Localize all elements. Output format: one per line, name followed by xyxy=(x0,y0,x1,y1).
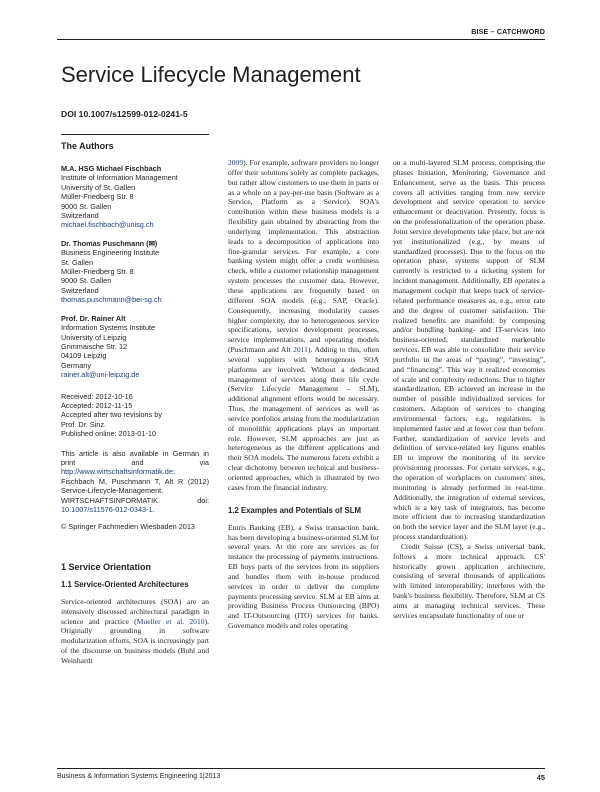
affiliation-line: Müller-Friedberg Str. 8 xyxy=(61,192,134,202)
date-line: Accepted after two revisions by xyxy=(61,410,162,420)
doi: DOI 10.1007/s12599-012-0241-5 xyxy=(61,109,188,119)
affiliation-line: Grimmaische Str. 12 xyxy=(61,341,128,351)
author-name: Dr. Thomas Puschmann (✉) xyxy=(61,238,158,248)
paragraph-text: ). Originally grounding in software modularization efforts, SOA is increasingly part of the discourse on business models (Buhl and Weinhardt xyxy=(61,616,209,665)
subsection-heading: 1.1 Service-Oriented Architectures xyxy=(61,579,189,589)
affiliation-line: Germany xyxy=(61,360,92,370)
publication-dates xyxy=(61,392,209,439)
affiliation-line: Institute of Information Management xyxy=(61,173,178,183)
date-line: Received: 2012-10-16 xyxy=(61,391,133,401)
section-tag: BISE – CATCHWORD xyxy=(471,27,545,36)
date-line: Published online: 2013-01-10 xyxy=(61,429,156,439)
body-column-3 xyxy=(393,158,545,621)
author-email-link[interactable]: thomas.puschmann@bei-sg.ch xyxy=(61,295,162,305)
copyright-note: © Springer Fachmedien Wiesbaden 2013 xyxy=(61,522,195,532)
affiliation-line: 9000 St. Gallen xyxy=(61,276,112,286)
subsection-heading: 1.2 Examples and Potentials of SLM xyxy=(228,505,362,515)
citation-link[interactable]: 2009 xyxy=(228,158,244,167)
affiliation-line: University of St. Gallen xyxy=(61,182,136,192)
german-doi-link[interactable]: 10.1007/s11576-012-0343-1 xyxy=(61,505,153,514)
authors-column xyxy=(61,134,209,666)
authors-rule xyxy=(61,134,209,135)
affiliation-line: St. Gallen xyxy=(61,257,94,267)
author-email-link[interactable]: michael.fischbach@unisg.ch xyxy=(61,220,154,230)
availability-text: : Fischbach M, Puschmann T, Alt R (2012) Service-Lifecycle-Management. WIRTSCHAFTSINFORMATIK. doi: xyxy=(61,467,209,505)
body-paragraph xyxy=(228,158,379,493)
author-entry xyxy=(61,164,209,230)
journal-name: Business & Information Systems Engineering 1|2013 xyxy=(57,773,221,780)
author-name: M.A. HSG Michael Fischbach xyxy=(61,164,162,173)
author-email-link[interactable]: rainer.alt@uni-leipzig.de xyxy=(61,370,140,380)
affiliation-line: University of Leipzig xyxy=(61,332,127,342)
page-footer xyxy=(57,768,545,783)
affiliation-line: 9000 St. Gallen xyxy=(61,201,112,211)
affiliation-line: Müller-Friedberg Str. 8 xyxy=(61,267,134,277)
availability-note xyxy=(61,449,209,515)
affiliation-line: Switzerland xyxy=(61,285,99,295)
authors-heading: The Authors xyxy=(61,141,114,151)
body-paragraph xyxy=(61,597,209,666)
article-title: Service Lifecycle Management xyxy=(61,62,361,87)
author-entry xyxy=(61,239,209,305)
date-line: Prof. Dr. Sinz. xyxy=(61,419,107,429)
body-paragraph: Credit Suisse (CS), a Swiss universal bank, follows a more technical approach. CS' historically grown application architecture, consisting of several thousands of applications with limited interoperability, interferes with the bank's business flexibility. Therefore, SLM at CS aims at managing technical services. These services encapsulate functionality of one or xyxy=(393,541,545,620)
affiliation-line: Business Engineering Institute xyxy=(61,248,160,258)
section-heading: 1 Service Orientation xyxy=(61,561,152,572)
date-line: Accepted: 2012-11-15 xyxy=(61,400,133,410)
availability-text: This article is also available in German in print and via xyxy=(61,448,209,467)
author-name: Prof. Dr. Rainer Alt xyxy=(61,313,126,323)
journal-website-link[interactable]: http://www.wirtschaftsinformatik.de xyxy=(61,467,173,477)
body-column-2 xyxy=(228,158,379,631)
page-number: 45 xyxy=(536,773,545,782)
citation-link[interactable]: Mueller et al. 2010 xyxy=(136,616,205,626)
paragraph-text: ). Adding to this, often several suppliers with heterogenous SOA platforms are involved. Without a dedicated management of services along their life cycle (Service Lifecycle Management – SLM), additional alignment efforts would be necessary. Thus, the management of services as well as service portfolios arising from the modularization of monolithic applications plays an important role. However, SLM approaches are just as heterogeneous as the different applications and their SOA models. The numerous facets exhibit a clear dichotomy between technical and business-oriented approaches, which is illustrated by two cases from the financial industry. xyxy=(228,345,379,492)
affiliation-line: Switzerland xyxy=(61,211,99,221)
citation-link[interactable]: 2011 xyxy=(293,345,308,355)
header-rule xyxy=(57,39,545,40)
affiliation-line: Information Systems Institute xyxy=(61,323,156,333)
availability-text: . xyxy=(152,505,155,514)
affiliation-line: 04109 Leipzig xyxy=(61,351,107,361)
paragraph-text: ). For example, software providers no longer offer their solutions solely as complete packages, but rather allow customers to use them in parts or as a whole on a pay-per-use basis (Software as a Service, Platform as a Service). SOA's contribution within these business models is a flexibility gain obtained by abstracting from the underlying implementation. This abstraction leads to a decomposition of applications into fine-granular services. For example, a core banking system might offer a credit worthiness check, while a customer relationship management system processes the customer data. However, these applications are frequently based on different SOA models (e.g., SAP, Oracle). Consequently, increasing modularity causes higher complexity, due to heterogeneous service specifications, service development processes, service implementations, and operating models (Puschmann and Alt xyxy=(228,158,379,355)
body-paragraph: on a multi-layered SLM process, comprising the phases Initiation, Monitoring, Governance and Enhancement, serve as the basis. This process covers all activities ranging from new service development and service operation to service enhancement or deactivation. Presently, focus is on the professionalization of the operation phase. Joint service developments take place, but are not yet institutionalized (e.g., by means of standardized processes). Due to the focus on the operation phase, systems support of SLM currently is restricted to a ticketing system for incident management. Additionally, EB operates a management cockpit that keeps track of service-related performance measures as, e.g., error rate and the degree of customer satisfaction. The realized benefits are manifold: by composing and/or bundling banking- and IT-services into business-oriented, standardized marketable services, EB was able to consolidate their service portfolio in the areas of “paying”, “investing”, and “financing”. This way it realized economies of scale and complexity reductions. Due to higher standardization, EB achieved an increase in the number of possible individualized services for customers. Adaption of services to changing environmental factors, e.g., regulations, is implemented faster and at lower cost than before. Further, standardization of service levels and definition of service-related key figures enables EB to improve the monitoring of its service provisioning processes. For certain services, e.g., the operation of workplaces on customers' sites, monitoring is already performed in real-time. Additionally, the integration of external services, which is a key task of integrators, has become more efficient due to increasing standardization on both the service layer and the SLM layer (e.g., process standardization). xyxy=(393,158,545,542)
author-entry xyxy=(61,314,209,380)
body-paragraph: Entris Banking (EB), a Swiss transaction bank, has been developing a business-oriented SLM for several years. At the core are services as for instance the processing of payments instructions. EB buys parts of the services from its suppliers and bundles them with in-house produced services in order to deliver the complete payments processing service. SLM at EB aims at providing Business Process Outsourcing (BPO) and IT-Outsourcing (ITO) services for banks. Governance models and roles operating xyxy=(228,522,379,631)
running-header xyxy=(57,27,545,41)
paragraph-text: Service-oriented architectures (SOA) are an intensively discussed architectural paradigm in science and practice ( xyxy=(61,596,209,626)
